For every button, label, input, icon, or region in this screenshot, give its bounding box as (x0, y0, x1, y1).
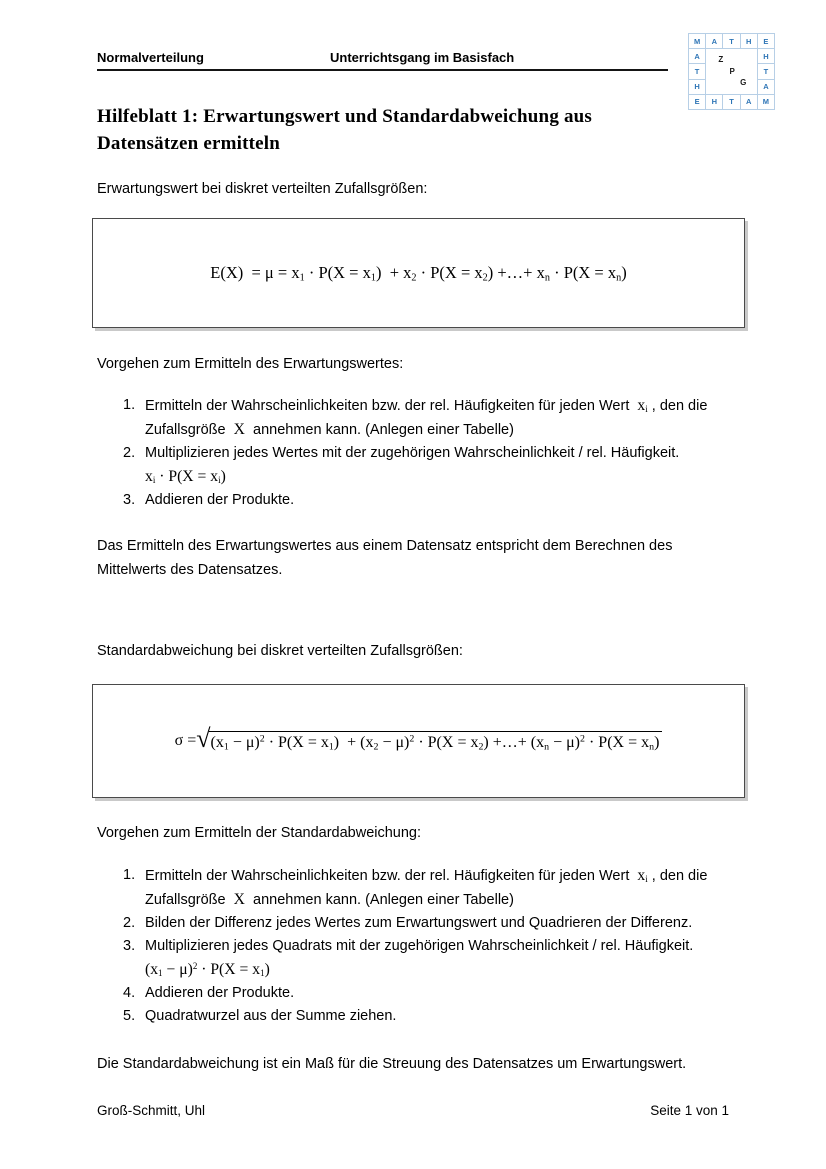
list-item-number: 3. (123, 938, 136, 954)
section2-steps (97, 864, 729, 1028)
list-item-text: Addieren der Produkte. (145, 492, 295, 508)
page-footer (97, 1103, 729, 1118)
formula-standardabweichung (174, 724, 663, 754)
list-item (97, 982, 729, 1005)
header-left-label: Normalverteilung (97, 50, 204, 65)
header-rule (97, 69, 668, 71)
formula-box-erwartungswert (92, 218, 745, 328)
list-item-number: 4. (123, 985, 136, 1001)
logo-letter-cell: T (758, 64, 774, 78)
section1-note: Das Ermitteln des Erwartungswertes aus einem Datensatz entspricht dem Berechnen des Mittelwerts des Datensatzes. (97, 538, 673, 578)
logo-letter-cell: A (706, 34, 722, 48)
logo-letter-z: Z (718, 54, 724, 64)
section1-steps (97, 394, 729, 512)
list-item (97, 935, 729, 982)
list-item-text: Multiplizieren jedes Quadrats mit der zugehörigen Wahrscheinlichkeit / rel. Häufigkeit. $(x_1 - \mu)^2 \cdot P(X = x_1)$ (145, 938, 694, 979)
section1-procedure-heading: Vorgehen zum Ermitteln des Erwartungswertes: (97, 356, 404, 372)
list-item-text: Quadratwurzel aus der Summe ziehen. (145, 1008, 397, 1024)
footer-page-number: Seite 1 von 1 (650, 1103, 729, 1118)
list-item-number: 1. (123, 397, 136, 413)
list-item-text: Multiplizieren jedes Wertes mit der zugehörigen Wahrscheinlichkeit / rel. Häufigkeit. $x_i \cdot P(X = x_i)$ (145, 445, 680, 486)
radical-sign: √ (196, 724, 211, 753)
list-item (97, 864, 729, 912)
list-item-number: 5. (123, 1008, 136, 1024)
logo-letter-cell: A (741, 95, 757, 109)
logo-letter-cell: H (741, 34, 757, 48)
logo-letter-g: G (740, 77, 747, 87)
logo-letter-p: P (729, 67, 735, 77)
list-item (97, 442, 729, 489)
logo-letter-cell: E (689, 95, 705, 109)
list-item (97, 394, 729, 442)
logo-letter-cell: H (706, 95, 722, 109)
list-item (97, 489, 729, 512)
logo-letter-cell: H (689, 80, 705, 94)
list-item-text: Addieren der Produkte. (145, 985, 295, 1001)
section2-note: Die Standardabweichung ist ein Maß für die Streuung des Datensatzes um Erwartungswert. (97, 1056, 687, 1072)
list-item-text: Bilden der Differenz jedes Wertes zum Erwartungswert und Quadrieren der Differenz. (145, 915, 693, 931)
list-item-number: 3. (123, 492, 136, 508)
list-item (97, 912, 729, 935)
formula-box-standardabweichung (92, 684, 745, 798)
list-item (97, 1005, 729, 1028)
logo-letter-cell: M (689, 34, 705, 48)
section2-procedure-heading: Vorgehen zum Ermitteln der Standardabweichung: (97, 825, 422, 841)
logo-letter-cell: M (758, 95, 774, 109)
formula-radicand: $(x_1 - \mu)^2 \cdot P(X = x_1) + (x_2 - \mu)^2 \cdot P(X = x_2)$ +…+ $(x_n - \mu)^2 \cdot P(X = x_n)$ (209, 731, 663, 752)
logo-letter-cell: H (758, 49, 774, 63)
section2-intro: Standardabweichung bei diskret verteilten Zufallsgrößen: (97, 643, 463, 659)
logo-letter-cell: T (723, 95, 739, 109)
list-item-number: 2. (123, 915, 136, 931)
page-title: Hilfeblatt 1: Erwartungswert und Standardabweichung aus Datensätzen ermitteln (97, 106, 593, 154)
mathe-zpg-logo (688, 33, 775, 110)
list-item-number: 2. (123, 445, 136, 461)
logo-letter-cell: T (723, 34, 739, 48)
page-content (0, 50, 826, 1076)
list-item-number: 1. (123, 867, 136, 883)
header-center-label: Unterrichtsgang im Basisfach (330, 50, 515, 65)
logo-letter-cell: A (689, 49, 705, 63)
section1-intro: Erwartungswert bei diskret verteilten Zufallsgrößen: (97, 181, 428, 197)
list-item-text: Ermitteln der Wahrscheinlichkeiten bzw. der rel. Häufigkeiten für jeden Wert $x_i$ , den die Zufallsgröße X annehmen kann. (Anlegen einer Tabelle) (145, 867, 708, 908)
page-header (97, 50, 729, 65)
logo-letter-cell: T (689, 64, 705, 78)
footer-authors: Groß-Schmitt, Uhl (97, 1103, 206, 1118)
logo-letter-cell: A (758, 80, 774, 94)
formula-sigma-prefix: σ = (174, 732, 197, 749)
list-item-text: Ermitteln der Wahrscheinlichkeiten bzw. der rel. Häufigkeiten für jeden Wert $x_i$ , den die Zufallsgröße X annehmen kann. (Anlegen einer Tabelle) (145, 397, 708, 438)
formula-erwartungswert: $E(X) = \mu = x_1 \cdot P(X = x_1) + x_2 \cdot P(X = x_2)$ +…+ $x_n \cdot P(X = x_n)$ (210, 263, 627, 284)
logo-letter-cell: E (758, 34, 774, 48)
